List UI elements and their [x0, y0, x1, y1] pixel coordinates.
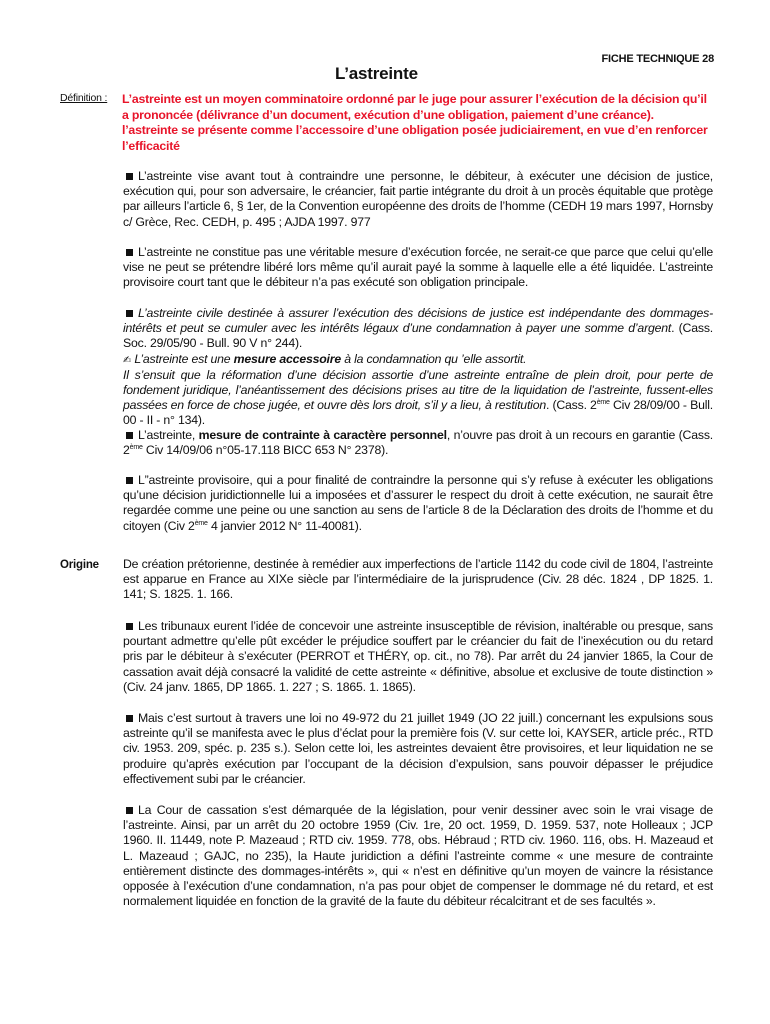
paragraph-5 [123, 473, 713, 534]
paragraph-4-a: L’astreinte, [138, 428, 199, 442]
square-bullet-icon [126, 623, 133, 630]
origine-paragraph-3 [123, 711, 713, 787]
fiche-number: FICHE TECHNIQUE 28 [601, 53, 714, 65]
origine-label: Origine [60, 559, 99, 571]
page-title: L’astreinte [335, 64, 418, 83]
paragraph-4 [123, 428, 713, 458]
superscript: ème [194, 519, 208, 527]
writing-hand-icon: ✍ [123, 354, 132, 366]
paragraph-3-italic-2: Il s’ensuit que la réformation d’une décision assortie d’une astreinte entraîne de plein droit, pour perte de fondement juridique, l’anéantissement des décisions prises au titre de la liquidation de l’astreinte, fussent-elles passées en force de chose jugée, et ouvre dès lors droit, s’il y a lieu, à restitution [123, 367, 713, 413]
superscript: ème [596, 399, 610, 407]
paragraph-3 [123, 306, 713, 429]
square-bullet-icon [126, 249, 133, 256]
paragraph-3-pen-bold: mesure accessoire [233, 351, 341, 366]
superscript: ème [129, 444, 143, 452]
origine-paragraph-2-text: Les tribunaux eurent l’idée de concevoir une astreinte insusceptible de révision, inaltérable ou presque, sans pourtant admettre qu’elle pût excéder le préjudice souffert par le créancier du fait de l’inexécution ou du retard pris par le débiteur à s’exécuter (PERROT et THÉRY, op. cit., no 78). Par arrêt du 24 janvier 1865, la Cour de cassation avait déjà consacré la validité de cette astreinte « définitive, absolue et exclusive de toute distinction » (Civ. 24 janv. 1865, DP 1865. 1. 227 ; S. 1865. 1. 1865). [123, 619, 713, 694]
origine-paragraph-2 [123, 619, 713, 695]
square-bullet-icon [126, 310, 133, 317]
square-bullet-icon [126, 807, 133, 814]
paragraph-5-b: 4 janvier 2012 N° 11-40081). [207, 518, 362, 533]
paragraph-2-text: L’astreinte ne constitue pas une véritable mesure d’exécution forcée, ne serait-ce que parce que celui qu’elle vise ne peut se prétendre libéré lors même qu’il aurait payé la somme à laquelle elle a été liquidée. L’astreinte provisoire court tant que le débiteur n’a pas exécuté son obligation principale. [123, 245, 713, 290]
origine-paragraph-1-text: De création prétorienne, destinée à remédier aux imperfections de l’article 1142 du code civil de 1804, l’astreinte est apparue en France au XIXe siècle par l’intermédiaire de la jurisprudence (Civ. 28 déc. 1824 , DP 1825. 1. 141; S. 1825. 1. 166. [123, 557, 713, 602]
origine-paragraph-3-text: Mais c’est surtout à travers une loi no 49-972 du 21 juillet 1949 (JO 22 juill.) concernant les expulsions sous astreinte qu’il se manifesta avec le plus d’éclat pour la première fois (V. sur cette loi, KAYSER, article préc., RTD civ. 1953. 209, spéc. p. 235 s.). Selon cette loi, les astreintes devaient être provisoires, et leur liquidation ne se produire qu’après exécution par l’occupant de la décision d’expulsion, sans pouvoir dépasser le préjudice effectivement subi par le créancier. [123, 711, 713, 786]
paragraph-4-bold: mesure de contrainte à caractère personnel [198, 428, 447, 442]
paragraph-2 [123, 245, 713, 291]
paragraph-3-italic: L’astreinte civile destinée à assurer l’exécution des décisions de justice est indépendante des dommages-intérêts et peut se cumuler avec les intérêts légaux d’une condamnation à payer une somme d’argent [123, 306, 713, 336]
paragraph-3-ref: . (Cass. Soc. 29/05/90 - Bull. 90 V n° 244). [123, 321, 713, 351]
paragraph-3-pen-a: L’astreinte est une [131, 351, 234, 366]
paragraph-4-c: , n’ouvre pas droit à un recours en garantie (Cass. 2 [123, 428, 713, 458]
paragraph-4-d: Civ 14/09/06 n°05-17.118 BICC 653 N° 2378). [142, 443, 389, 458]
definition-text [122, 92, 714, 154]
origine-paragraph-4 [123, 803, 713, 909]
paragraph-3-pen-c: à la condamnation qu ’elle assortit. [341, 351, 527, 366]
paragraph-1-text: L’astreinte vise avant tout à contraindre une personne, le débiteur, à exécuter une décision de justice, exécution qui, pour son adversaire, le créancier, fait partie intégrante du droit à un procès équitable que protège par ailleurs l’article 6, § 1er, de la Convention européenne des droits de l’homme (CEDH 19 mars 1997, Hornsby c/ Grèce, Rec. CEDH, p. 495 ; AJDA 1997. 977 [123, 169, 713, 229]
paragraph-1 [123, 169, 713, 230]
definition-line-2: l’astreinte se présente comme l’accessoire d’une obligation posée judiciairement, en vue d’en renforcer l’efficacité [122, 123, 708, 153]
square-bullet-icon [126, 715, 133, 722]
paragraph-3-ref2b: Civ 28/09/00 - Bull. 00 - II - n° 134). [123, 398, 713, 428]
square-bullet-icon [126, 432, 133, 439]
origine-paragraph-1 [123, 557, 713, 603]
definition-line-1: L’astreinte est un moyen comminatoire ordonné par le juge pour assurer l’exécution de la décision qu’il a prononcée (délivrance d’un document, exécution d’une obligation, paiement d’une créance). [122, 92, 707, 122]
paragraph-3-ref2a: . (Cass. 2 [545, 398, 597, 413]
origine-paragraph-4-text: La Cour de cassation s’est démarquée de la législation, pour venir dessiner avec soin le vrai visage de l’astreinte. Ainsi, par un arrêt du 20 octobre 1959 (Civ. 1re, 20 oct. 1959, D. 1959. 537, note Holleaux ; JCP 1960. II. 11449, note P. Mazeaud ; RTD civ. 1959. 778, obs. Hébraud ; RTD civ. 1960. 116, obs. H. Mazeaud et L. Mazeaud ; GAJC, no 235), la Haute juridiction a défini l’astreinte comme « une mesure de contrainte entièrement distincte des dommages-intérêts », qui « n’est en définitive qu’un moyen de vaincre la résistance opposée à l’exécution d’une condamnation, n’a pas pour objet de compenser le dommage né du retard, et est normalement liquidée en fonction de la gravité de la faute du débiteur récalcitrant et de ses facultés ». [123, 803, 713, 909]
square-bullet-icon [126, 477, 133, 484]
definition-label: Définition : [60, 92, 108, 104]
paragraph-5-a: L”astreinte provisoire, qui a pour finalité de contraindre la personne qui s’y refuse à exécuter les obligations qu’une décision juridictionnelle lui a imposées et d’assurer le respect du droit à cette exécution, ne saurait être regardée comme une peine ou une sanction au sens de l’article 8 de la Déclaration des droits de l’homme et du citoyen (Civ 2 [123, 473, 713, 533]
square-bullet-icon [126, 173, 133, 180]
